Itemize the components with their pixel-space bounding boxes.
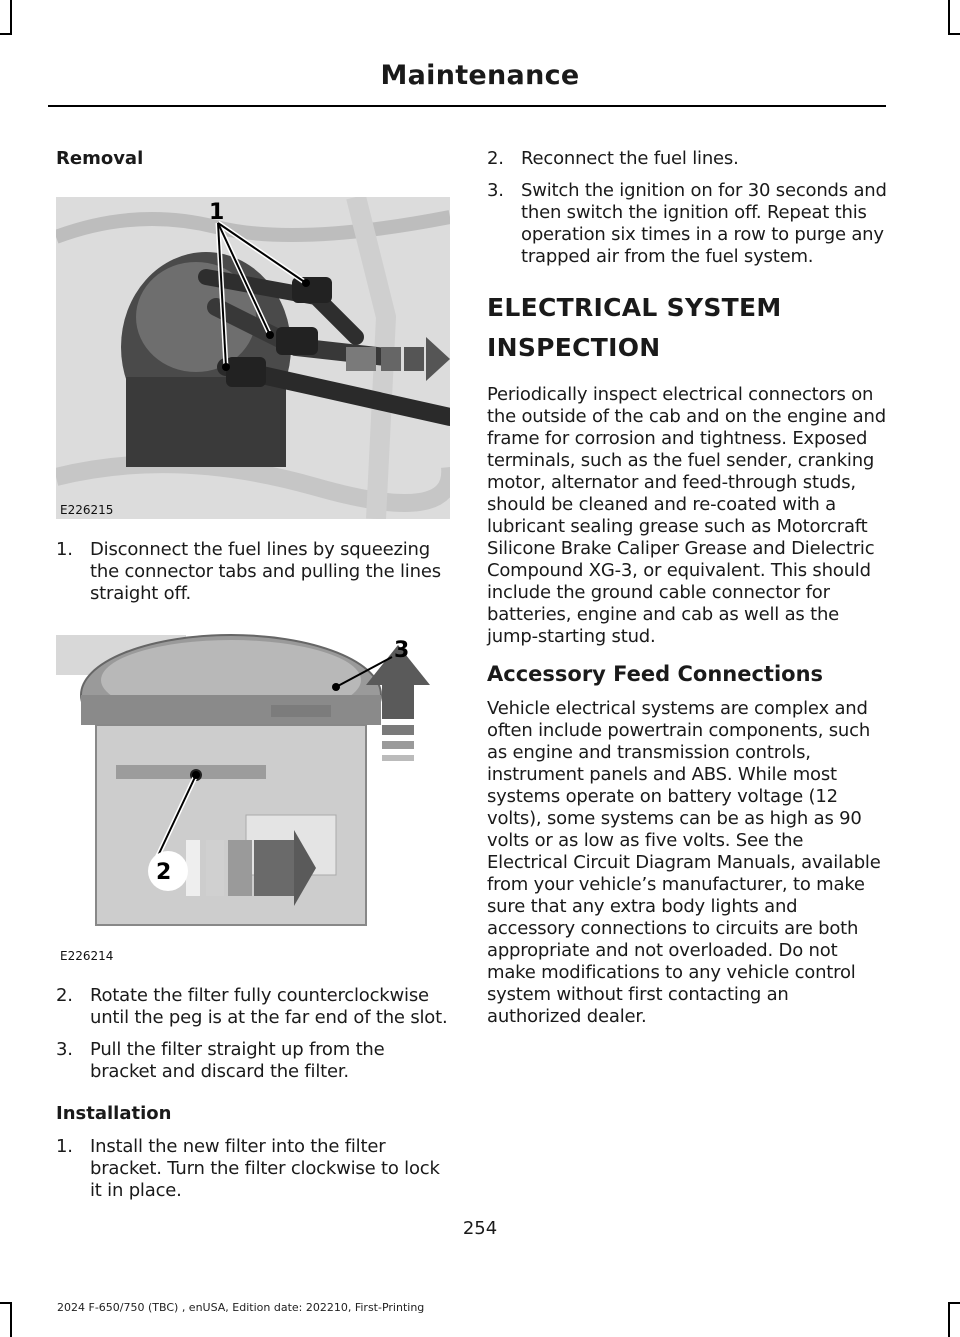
section-title-line: ELECTRICAL SYSTEM — [487, 293, 782, 322]
step-number: 3. — [56, 1039, 73, 1060]
list-item — [56, 539, 456, 605]
crop-mark — [948, 1303, 950, 1337]
crop-mark — [948, 33, 960, 35]
step-text: Rotate the filter fully counterclockwise until the peg is at the far end of the slot. — [90, 985, 448, 1028]
step-number: 3. — [487, 180, 504, 201]
step-number: 1. — [56, 1136, 73, 1157]
filter-rotation-figure — [56, 625, 450, 965]
left-column — [56, 128, 456, 1212]
fuel-filter-lines-illustration — [56, 197, 450, 519]
step-number: 2. — [487, 148, 504, 169]
header-divider — [48, 105, 886, 107]
page-title: Maintenance — [380, 60, 580, 91]
fuel-filter-rotation-illustration — [56, 625, 450, 965]
removal-heading: Removal — [56, 148, 144, 169]
fuel-lines-figure — [56, 197, 450, 519]
step-text: Pull the filter straight up from the bracket and discard the filter. — [90, 1039, 385, 1082]
figure-code: E226214 — [60, 949, 114, 963]
step-text: Switch the ignition on for 30 seconds and then switch the ignition off. Repeat this operation six times in a row to purge any trapped air from the fuel system. — [521, 180, 887, 267]
callout-2: 2 — [156, 860, 172, 885]
section-title-line: INSPECTION — [487, 333, 661, 362]
crop-mark — [0, 33, 12, 35]
list-item — [487, 148, 887, 170]
section-title — [487, 292, 887, 364]
crop-mark — [10, 1303, 12, 1337]
edition-footer: 2024 F-650/750 (TBC) , enUSA, Edition date: 202210, First-Printing — [57, 1301, 425, 1314]
crop-mark — [948, 1302, 960, 1304]
step-text: Reconnect the fuel lines. — [521, 148, 739, 169]
step-number: 1. — [56, 539, 73, 560]
right-column — [487, 128, 887, 1040]
figure-code: E226215 — [60, 503, 114, 517]
list-item — [56, 985, 456, 1029]
callout-1: 1 — [209, 200, 225, 225]
list-item — [56, 1039, 456, 1083]
crop-mark — [0, 1302, 12, 1304]
accessory-heading: Accessory Feed Connections — [487, 662, 824, 686]
crop-mark — [10, 0, 12, 34]
page-number: 254 — [462, 1218, 498, 1239]
inspection-paragraph: Periodically inspect electrical connectors on the outside of the cab and on the engine and frame for corrosion and tightness. Exposed terminals, such as the fuel sender, cranking motor, alternator and feed-through studs, should be cleaned and re-coated with a lubricant sealing grease such as Motorcraft Silicone Brake Caliper Grease and Dielectric Compound XG-3, or equivalent. This should include the ground cable connector for batteries, engine and cab as well as the jump-starting stud. — [487, 384, 886, 647]
step-number: 2. — [56, 985, 73, 1006]
list-item — [56, 1136, 456, 1202]
installation-heading: Installation — [56, 1103, 172, 1124]
accessory-paragraph: Vehicle electrical systems are complex and often include powertrain components, such as engine and transmission controls, instrument panels and ABS. While most systems operate on battery voltage (12 volts), some systems can be as high as 90 volts or as low as five volts. See the Electrical Circuit Diagram Manuals, available from your vehicle’s manufacturer, to make sure that any extra body lights and accessory connections to circuits are both appropriate and not overloaded. Do not make modifications to any vehicle control system without first contacting an authorized dealer. — [487, 698, 881, 1027]
crop-mark — [948, 0, 950, 34]
step-text: Disconnect the fuel lines by squeezing the connector tabs and pulling the lines straight off. — [90, 539, 441, 604]
list-item — [487, 180, 887, 268]
callout-3: 3 — [394, 638, 410, 663]
step-text: Install the new filter into the filter bracket. Turn the filter clockwise to lock it in place. — [90, 1136, 440, 1201]
